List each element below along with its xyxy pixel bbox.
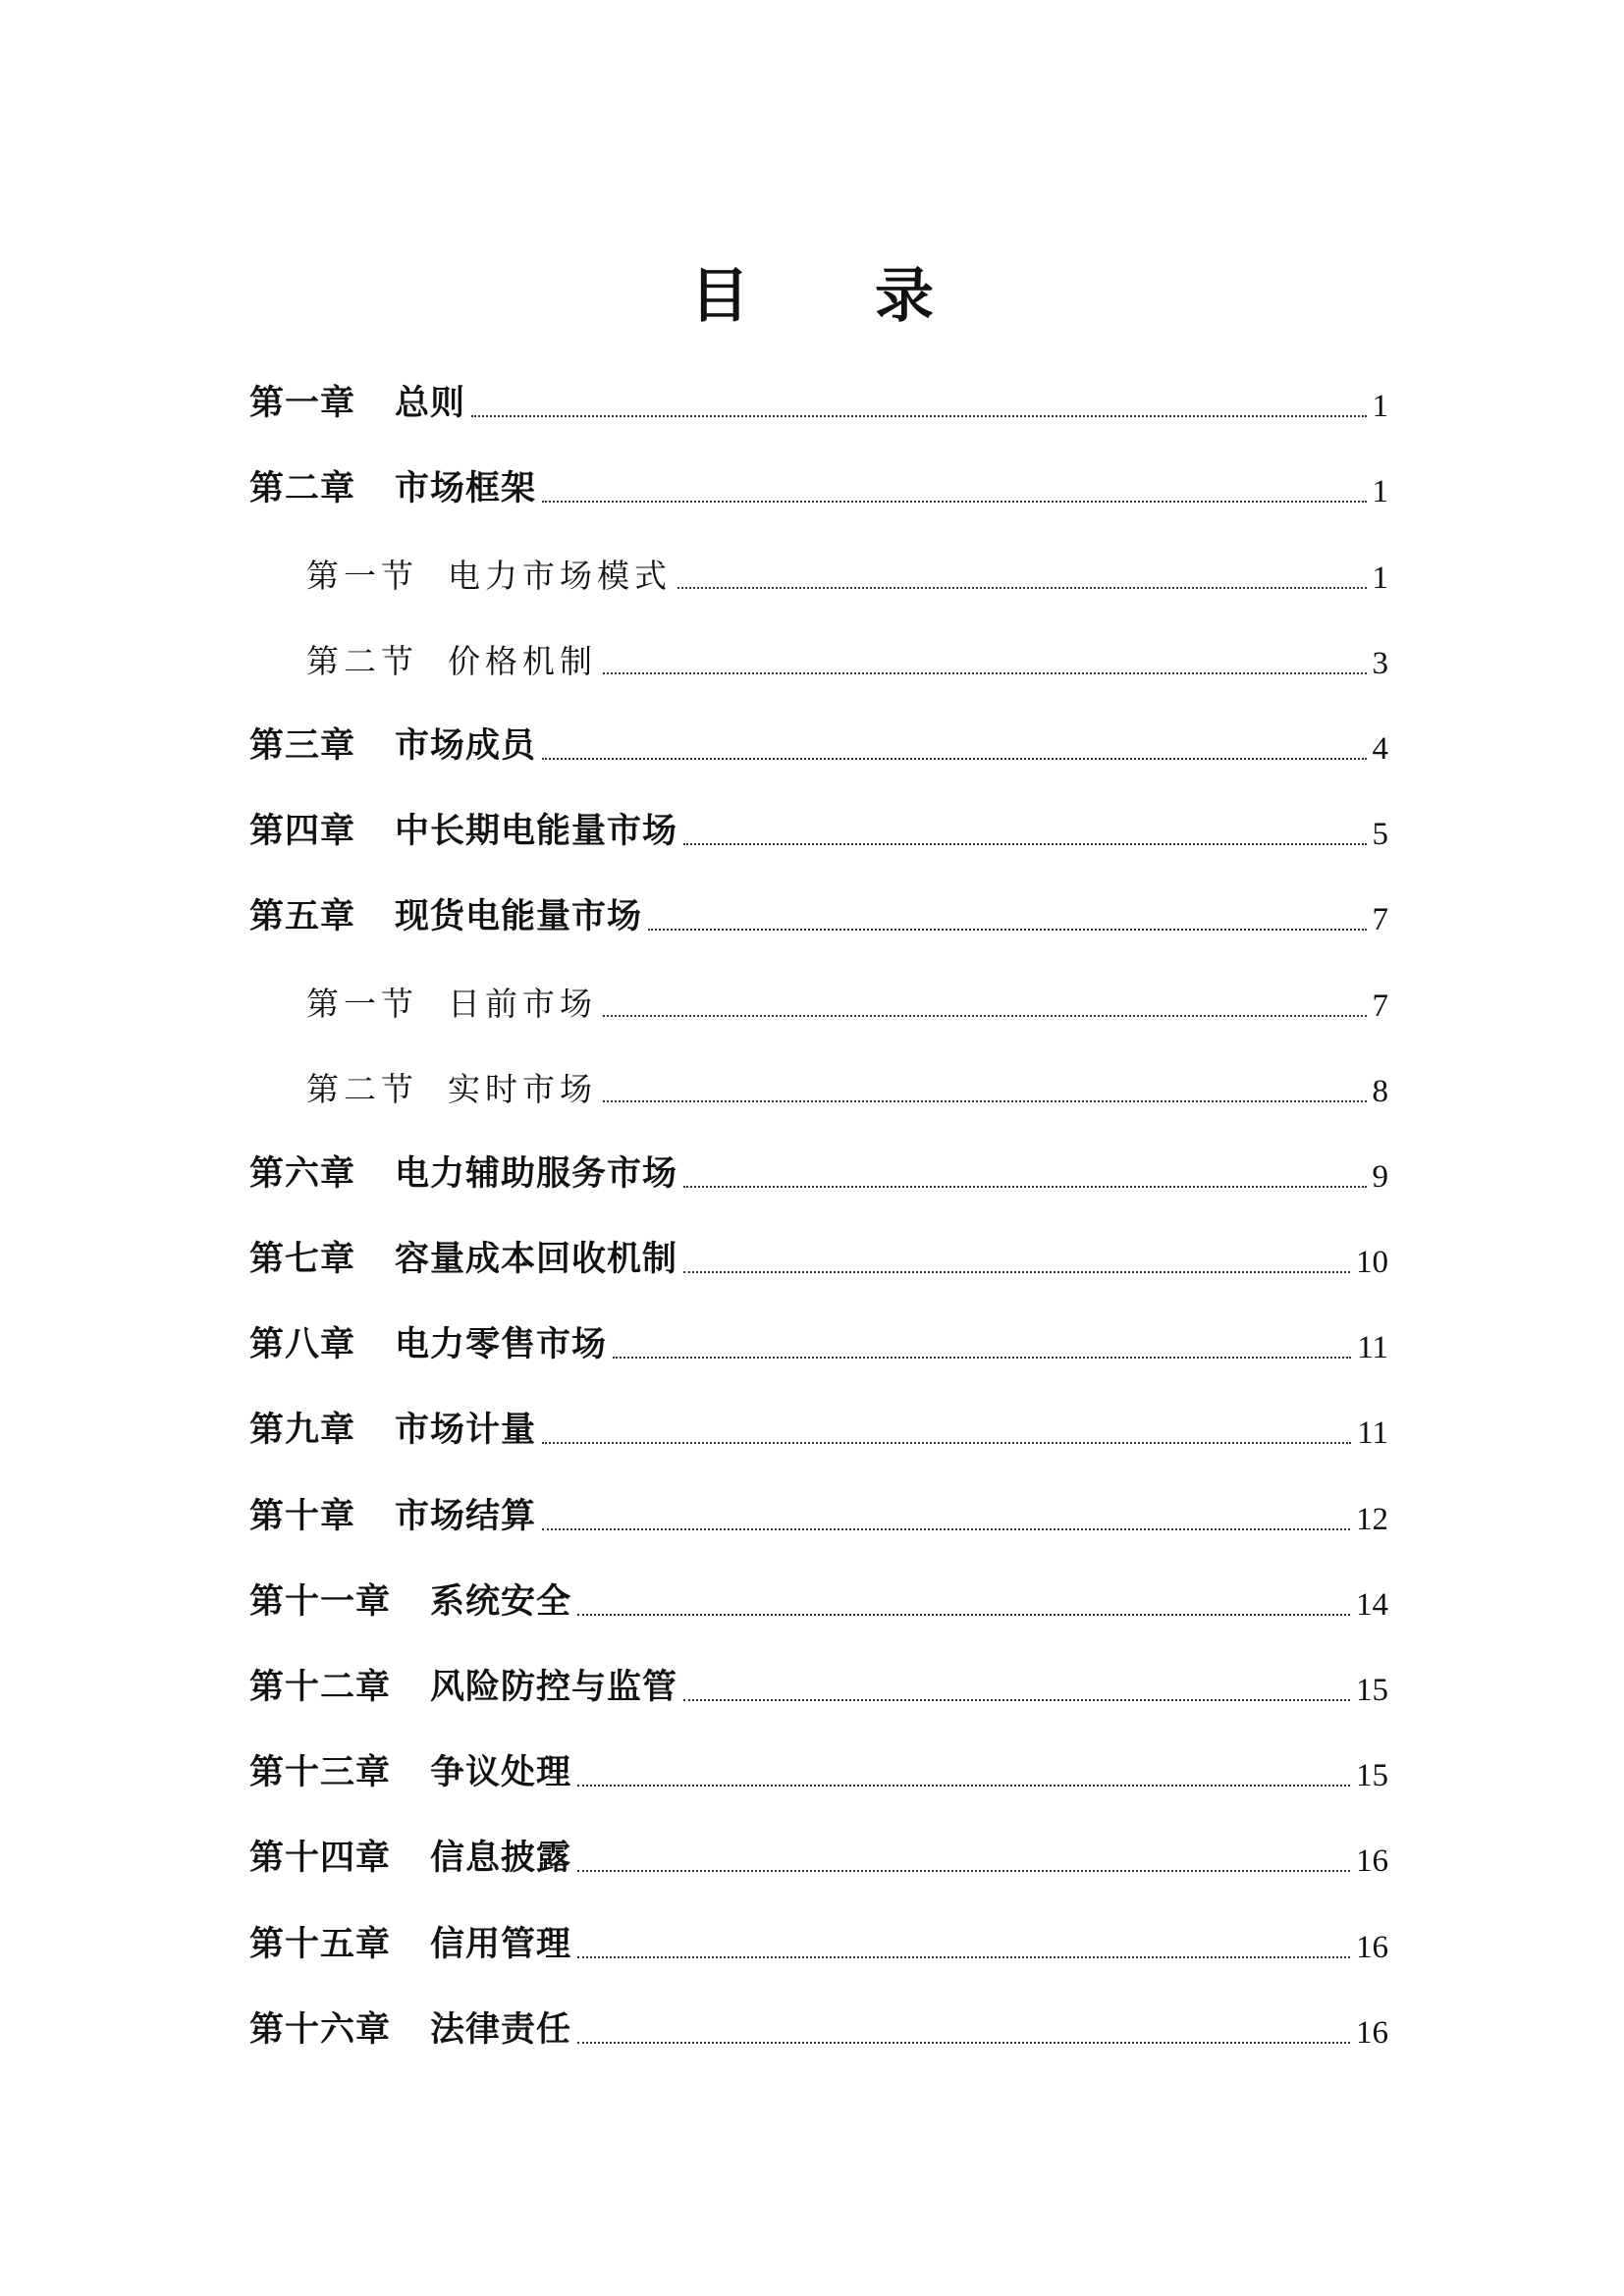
entry-page-number: 11 — [1357, 1330, 1388, 1366]
entry-text — [249, 1147, 677, 1196]
toc-entry-chapter[interactable] — [249, 1723, 1388, 1808]
entry-label: 第五章 — [249, 897, 356, 937]
entry-text — [249, 1575, 571, 1624]
entry-title: 日前市场 — [448, 984, 597, 1023]
entry-label: 第四章 — [249, 812, 356, 852]
toc-entry-chapter[interactable] — [249, 1637, 1388, 1723]
entry-text — [249, 1660, 677, 1709]
entry-label: 第二节 — [306, 1069, 418, 1108]
entry-label: 第三章 — [249, 725, 356, 766]
entry-label: 第一节 — [306, 556, 418, 595]
entry-page-number: 11 — [1357, 1415, 1388, 1452]
entry-label: 第十六章 — [249, 2009, 392, 2050]
dot-leader — [542, 1528, 1350, 1530]
toc-entry-section[interactable] — [249, 1039, 1388, 1124]
toc-entry-chapter[interactable] — [249, 781, 1388, 867]
entry-text — [249, 1831, 571, 1880]
entry-title: 电力市场模式 — [448, 556, 672, 595]
entry-page-number: 3 — [1372, 645, 1388, 681]
title-char-1: 目 — [690, 262, 749, 331]
entry-title: 中长期电能量市场 — [395, 812, 678, 852]
toc-entry-chapter[interactable] — [249, 1380, 1388, 1466]
entry-text — [249, 1745, 571, 1794]
entry-title: 风险防控与监管 — [430, 1668, 678, 1707]
dot-leader — [542, 1442, 1351, 1444]
dot-leader — [683, 1186, 1366, 1188]
entry-text — [249, 2002, 571, 2052]
entry-page-number: 8 — [1372, 1073, 1388, 1109]
toc-entry-section[interactable] — [249, 524, 1388, 610]
entry-label: 第十四章 — [249, 1839, 392, 1879]
entry-title: 系统安全 — [430, 1581, 572, 1622]
entry-text — [249, 1403, 536, 1452]
entry-title: 容量成本回收机制 — [395, 1240, 678, 1280]
entry-text — [249, 1917, 571, 1966]
dot-leader — [683, 843, 1366, 845]
dot-leader — [603, 1100, 1367, 1102]
entry-label: 第七章 — [249, 1240, 356, 1280]
dot-leader — [577, 2042, 1350, 2044]
entry-page-number: 16 — [1356, 2014, 1388, 2051]
page-title — [0, 257, 1624, 336]
entry-text — [249, 1317, 607, 1366]
entry-page-number: 15 — [1356, 1758, 1388, 1794]
dot-leader — [542, 758, 1366, 760]
entry-title: 信息披露 — [430, 1839, 572, 1879]
toc-entry-chapter[interactable] — [249, 439, 1388, 524]
entry-page-number: 1 — [1372, 560, 1388, 596]
entry-text — [306, 1064, 597, 1110]
entry-text — [306, 979, 597, 1025]
entry-text — [306, 636, 597, 682]
table-of-contents — [249, 353, 1388, 2065]
entry-page-number: 16 — [1356, 1843, 1388, 1880]
dot-leader — [683, 1271, 1350, 1273]
toc-entry-chapter[interactable] — [249, 1980, 1388, 2065]
toc-entry-chapter[interactable] — [249, 1124, 1388, 1209]
entry-page-number: 14 — [1356, 1586, 1388, 1623]
dot-leader — [542, 501, 1366, 503]
entry-page-number: 12 — [1356, 1501, 1388, 1537]
entry-text — [249, 719, 536, 768]
entry-title: 价格机制 — [448, 641, 597, 680]
entry-page-number: 16 — [1356, 1929, 1388, 1965]
dot-leader — [648, 929, 1366, 931]
entry-label: 第二章 — [249, 469, 356, 509]
entry-title: 电力辅助服务市场 — [395, 1153, 678, 1194]
dot-leader — [471, 415, 1366, 417]
entry-text — [306, 551, 672, 597]
entry-title: 电力零售市场 — [395, 1325, 608, 1365]
entry-title: 市场成员 — [395, 725, 537, 766]
toc-entry-chapter[interactable] — [249, 1466, 1388, 1551]
entry-page-number: 7 — [1372, 902, 1388, 938]
dot-leader — [613, 1357, 1351, 1359]
entry-label: 第十一章 — [249, 1581, 392, 1622]
entry-text — [249, 1489, 536, 1538]
dot-leader — [677, 587, 1367, 589]
toc-entry-chapter[interactable] — [249, 1808, 1388, 1894]
entry-label: 第一节 — [306, 984, 418, 1023]
dot-leader — [603, 1015, 1367, 1017]
entry-page-number: 9 — [1372, 1158, 1388, 1195]
entry-label: 第一章 — [249, 384, 356, 424]
entry-label: 第十三章 — [249, 1753, 392, 1793]
toc-entry-chapter[interactable] — [249, 696, 1388, 781]
toc-entry-chapter[interactable] — [249, 1552, 1388, 1637]
toc-entry-chapter[interactable] — [249, 1295, 1388, 1380]
entry-label: 第六章 — [249, 1153, 356, 1194]
entry-title: 市场框架 — [395, 469, 537, 509]
entry-page-number: 15 — [1356, 1673, 1388, 1708]
dot-leader — [603, 672, 1367, 674]
entry-label: 第二节 — [306, 641, 418, 680]
toc-entry-chapter[interactable] — [249, 353, 1388, 439]
entry-page-number: 4 — [1372, 730, 1388, 767]
entry-label: 第十五章 — [249, 1924, 392, 1964]
entry-title: 信用管理 — [430, 1924, 572, 1964]
dot-leader — [577, 1614, 1350, 1616]
entry-title: 总则 — [395, 384, 466, 424]
dot-leader — [683, 1699, 1350, 1701]
toc-entry-chapter[interactable] — [249, 867, 1388, 952]
toc-entry-chapter[interactable] — [249, 1894, 1388, 1979]
entry-title: 实时市场 — [448, 1069, 597, 1108]
entry-page-number: 1 — [1372, 474, 1388, 510]
entry-text — [249, 1232, 677, 1281]
entry-page-number: 1 — [1372, 389, 1388, 425]
entry-text — [249, 461, 536, 510]
toc-entry-section[interactable] — [249, 952, 1388, 1038]
entry-title: 现货电能量市场 — [395, 897, 643, 937]
toc-entry-chapter[interactable] — [249, 1209, 1388, 1295]
entry-page-number: 7 — [1372, 988, 1388, 1024]
entry-page-number: 5 — [1372, 817, 1388, 853]
dot-leader — [577, 1785, 1350, 1787]
entry-label: 第九章 — [249, 1411, 356, 1451]
entry-label: 第十二章 — [249, 1668, 392, 1707]
entry-label: 第十章 — [249, 1496, 356, 1536]
entry-title: 法律责任 — [430, 2009, 572, 2050]
dot-leader — [577, 1956, 1350, 1958]
dot-leader — [577, 1870, 1350, 1872]
entry-text — [249, 376, 465, 425]
entry-title: 市场计量 — [395, 1411, 537, 1451]
title-char-2: 录 — [875, 262, 934, 331]
entry-title: 争议处理 — [430, 1753, 572, 1793]
entry-text — [249, 804, 677, 853]
entry-text — [249, 889, 642, 938]
entry-title: 市场结算 — [395, 1496, 537, 1536]
entry-label: 第八章 — [249, 1325, 356, 1365]
entry-page-number: 10 — [1356, 1245, 1388, 1281]
toc-entry-section[interactable] — [249, 611, 1388, 696]
